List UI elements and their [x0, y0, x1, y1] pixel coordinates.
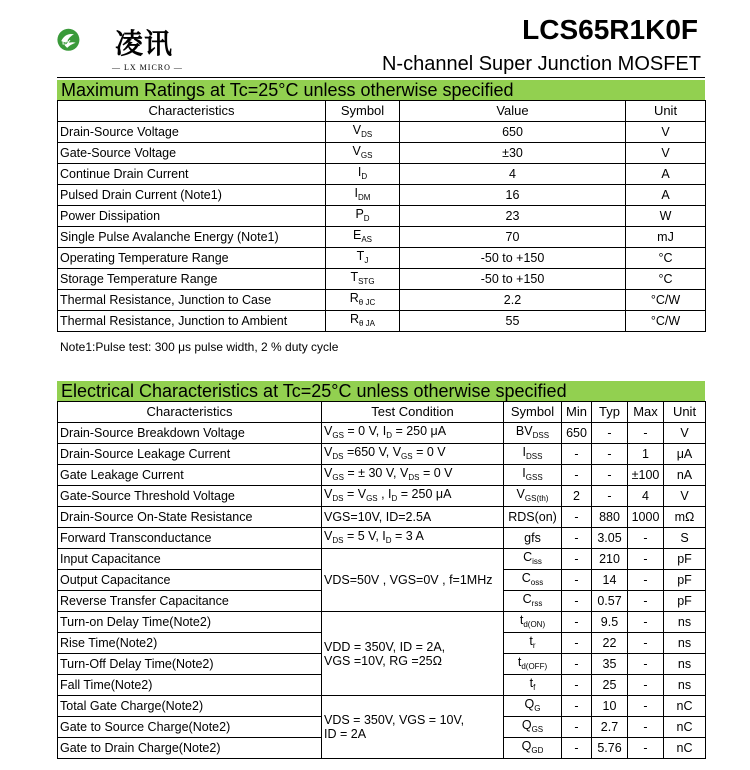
unit-cell: °C [626, 248, 706, 269]
svg-text:LX: LX [62, 39, 71, 47]
table-row [58, 311, 706, 332]
characteristic-cell: Storage Temperature Range [58, 269, 326, 290]
typ-cell: 880 [592, 507, 628, 528]
symbol-cell: $t_{d(ON)}$ [504, 612, 562, 633]
unit-cell: °C [626, 269, 706, 290]
symbol-cell: $t_{d(OFF)}$ [504, 654, 562, 675]
unit-cell: nA [664, 465, 706, 486]
max-cell: 1 [628, 444, 664, 465]
unit-cell: S [664, 528, 706, 549]
value-cell: 2.2 [400, 290, 626, 311]
table-row [58, 290, 706, 311]
symbol-cell: $BV_{DSS}$ [504, 423, 562, 444]
value-cell: 23 [400, 206, 626, 227]
typ-cell: 25 [592, 675, 628, 696]
characteristic-cell: Gate to Source Charge(Note2) [58, 717, 322, 738]
column-header: Characteristics [58, 101, 326, 122]
unit-cell: °C/W [626, 290, 706, 311]
symbol-cell: $E_{AS}$ [326, 227, 400, 248]
min-cell: - [562, 675, 592, 696]
table-row [58, 248, 706, 269]
test-condition-cell: $V_{DS} = V_{GS}$ , $I_D = 250$ μA [322, 486, 504, 507]
table-row [58, 486, 706, 507]
characteristic-cell: Thermal Resistance, Junction to Case [58, 290, 326, 311]
characteristic-cell: Pulsed Drain Current (Note1) [58, 185, 326, 206]
characteristic-cell: Drain-Source Breakdown Voltage [58, 423, 322, 444]
typ-cell: 35 [592, 654, 628, 675]
table-row [58, 206, 706, 227]
max-cell: ±100 [628, 465, 664, 486]
characteristic-cell: Thermal Resistance, Junction to Ambient [58, 311, 326, 332]
max-cell: - [628, 591, 664, 612]
value-cell: ±30 [400, 143, 626, 164]
typ-cell: 3.05 [592, 528, 628, 549]
column-header: Test Condition [322, 402, 504, 423]
typ-cell: 10 [592, 696, 628, 717]
unit-cell: V [626, 143, 706, 164]
unit-cell: °C/W [626, 311, 706, 332]
characteristic-cell: Forward Transconductance [58, 528, 322, 549]
characteristic-cell: Drain-Source Leakage Current [58, 444, 322, 465]
symbol-cell: $T_J$ [326, 248, 400, 269]
unit-cell: nC [664, 738, 706, 759]
column-header: Characteristics [58, 402, 322, 423]
typ-cell: 5.76 [592, 738, 628, 759]
min-cell: - [562, 465, 592, 486]
max-cell: - [628, 423, 664, 444]
unit-cell: ns [664, 633, 706, 654]
table-row [58, 507, 706, 528]
symbol-cell: $C_{rss}$ [504, 591, 562, 612]
symbol-cell: $Q_{GS}$ [504, 717, 562, 738]
test-condition-cell: VDD = 350V, ID = 2A, VGS =10V, RG =25Ω [322, 612, 504, 696]
unit-cell: V [664, 423, 706, 444]
table-row [58, 269, 706, 290]
unit-cell: ns [664, 654, 706, 675]
characteristic-cell: Total Gate Charge(Note2) [58, 696, 322, 717]
subtitle: N-channel Super Junction MOSFET [381, 53, 701, 75]
table-row [58, 185, 706, 206]
min-cell: - [562, 528, 592, 549]
column-header: Unit [626, 101, 706, 122]
symbol-cell: $C_{iss}$ [504, 549, 562, 570]
note-1: Note1:Pulse test: 300 μs pulse width, 2 % duty cycle [60, 340, 339, 354]
characteristic-cell: Turn-on Delay Time(Note2) [58, 612, 322, 633]
characteristic-cell: Turn-Off Delay Time(Note2) [58, 654, 322, 675]
symbol-cell: $C_{oss}$ [504, 570, 562, 591]
column-header: Typ [592, 402, 628, 423]
max-cell: - [628, 612, 664, 633]
value-cell: -50 to +150 [400, 269, 626, 290]
column-header: Symbol [504, 402, 562, 423]
column-header: Value [400, 101, 626, 122]
symbol-cell: $I_{DSS}$ [504, 444, 562, 465]
typ-cell: 2.7 [592, 717, 628, 738]
table-row [58, 612, 706, 633]
header-rule [57, 77, 705, 78]
unit-cell: pF [664, 549, 706, 570]
characteristic-cell: Continue Drain Current [58, 164, 326, 185]
typ-cell: - [592, 465, 628, 486]
brand-name-en: — LX MICRO — [112, 63, 183, 72]
max-ratings-table [57, 100, 706, 332]
electrical-title: Electrical Characteristics at Tc=25°C unless otherwise specified [57, 381, 705, 401]
table-row [58, 164, 706, 185]
symbol-cell: $I_D$ [326, 164, 400, 185]
unit-cell: nC [664, 696, 706, 717]
max-ratings-title: Maximum Ratings at Tc=25°C unless otherwise specified [57, 80, 705, 100]
unit-cell: pF [664, 591, 706, 612]
characteristic-cell: Drain-Source On-State Resistance [58, 507, 322, 528]
table-row [58, 549, 706, 570]
symbol-cell: $V_{DS}$ [326, 122, 400, 143]
min-cell: - [562, 654, 592, 675]
min-cell: 2 [562, 486, 592, 507]
test-condition-cell: $V_{GS}$ = ± 30 V, $V_{DS} = 0$ V [322, 465, 504, 486]
unit-cell: W [626, 206, 706, 227]
min-cell: - [562, 738, 592, 759]
symbol-cell: $I_{DM}$ [326, 185, 400, 206]
symbol-cell: $I_{GSS}$ [504, 465, 562, 486]
min-cell: - [562, 507, 592, 528]
symbol-cell: $R_{\theta JA}$ [326, 311, 400, 332]
symbol-cell: $t_f$ [504, 675, 562, 696]
table-row [58, 423, 706, 444]
value-cell: 55 [400, 311, 626, 332]
unit-cell: pF [664, 570, 706, 591]
characteristic-cell: Reverse Transfer Capacitance [58, 591, 322, 612]
electrical-table [57, 401, 706, 759]
characteristic-cell: Single Pulse Avalanche Energy (Note1) [58, 227, 326, 248]
max-cell: - [628, 528, 664, 549]
unit-cell: A [626, 185, 706, 206]
max-cell: - [628, 717, 664, 738]
test-condition-cell: VDS = 350V, VGS = 10V, ID = 2A [322, 696, 504, 759]
max-cell: - [628, 570, 664, 591]
unit-cell: ns [664, 675, 706, 696]
min-cell: 650 [562, 423, 592, 444]
max-cell: - [628, 675, 664, 696]
test-condition-cell: $V_{GS} = 0$ V, $I_D = 250$ μA [322, 423, 504, 444]
typ-cell: 0.57 [592, 591, 628, 612]
table-row [58, 465, 706, 486]
unit-cell: nC [664, 717, 706, 738]
typ-cell: 14 [592, 570, 628, 591]
column-header: Symbol [326, 101, 400, 122]
min-cell: - [562, 570, 592, 591]
typ-cell: 9.5 [592, 612, 628, 633]
symbol-cell: $t_r$ [504, 633, 562, 654]
max-cell: - [628, 633, 664, 654]
symbol-cell: $T_{STG}$ [326, 269, 400, 290]
unit-cell: A [626, 164, 706, 185]
min-cell: - [562, 633, 592, 654]
characteristic-cell: Gate-Source Threshold Voltage [58, 486, 322, 507]
min-cell: - [562, 717, 592, 738]
value-cell: -50 to +150 [400, 248, 626, 269]
characteristic-cell: Drain-Source Voltage [58, 122, 326, 143]
typ-cell: - [592, 444, 628, 465]
test-condition-cell: $V_{DS} = 5$ V, $I_D = 3$ A [322, 528, 504, 549]
max-cell: - [628, 549, 664, 570]
characteristic-cell: Input Capacitance [58, 549, 322, 570]
table-row [58, 227, 706, 248]
characteristic-cell: Gate-Source Voltage [58, 143, 326, 164]
typ-cell: 22 [592, 633, 628, 654]
min-cell: - [562, 591, 592, 612]
max-cell: - [628, 654, 664, 675]
test-condition-cell: VGS=10V, ID=2.5A [322, 507, 504, 528]
column-header: Max [628, 402, 664, 423]
characteristic-cell: Power Dissipation [58, 206, 326, 227]
unit-cell: mΩ [664, 507, 706, 528]
table-row [58, 444, 706, 465]
max-cell: 4 [628, 486, 664, 507]
min-cell: - [562, 444, 592, 465]
min-cell: - [562, 696, 592, 717]
lx-micro-logo-icon [57, 14, 112, 69]
brand-name-cn: 凌讯 [115, 27, 174, 60]
characteristic-cell: Gate Leakage Current [58, 465, 322, 486]
max-cell: 1000 [628, 507, 664, 528]
value-cell: 4 [400, 164, 626, 185]
symbol-cell: gfs [504, 528, 562, 549]
unit-cell: V [626, 122, 706, 143]
typ-cell: - [592, 486, 628, 507]
characteristic-cell: Operating Temperature Range [58, 248, 326, 269]
column-header: Min [562, 402, 592, 423]
part-number: LCS65R1K0F [522, 14, 698, 45]
typ-cell: 210 [592, 549, 628, 570]
symbol-cell: $Q_G$ [504, 696, 562, 717]
table-row [58, 122, 706, 143]
value-cell: 16 [400, 185, 626, 206]
table-row [58, 696, 706, 717]
symbol-cell: RDS(on) [504, 507, 562, 528]
value-cell: 650 [400, 122, 626, 143]
table-row [58, 143, 706, 164]
symbol-cell: $Q_{GD}$ [504, 738, 562, 759]
test-condition-cell: VDS=50V , VGS=0V , f=1MHz [322, 549, 504, 612]
symbol-cell: $R_{\theta JC}$ [326, 290, 400, 311]
min-cell: - [562, 549, 592, 570]
column-header: Unit [664, 402, 706, 423]
min-cell: - [562, 612, 592, 633]
test-condition-cell: $V_{DS} =650$ V, $V_{GS} = 0$ V [322, 444, 504, 465]
unit-cell: V [664, 486, 706, 507]
symbol-cell: $P_D$ [326, 206, 400, 227]
symbol-cell: $V_{GS}$ [326, 143, 400, 164]
characteristic-cell: Rise Time(Note2) [58, 633, 322, 654]
max-cell: - [628, 696, 664, 717]
unit-cell: μA [664, 444, 706, 465]
unit-cell: ns [664, 612, 706, 633]
value-cell: 70 [400, 227, 626, 248]
characteristic-cell: Gate to Drain Charge(Note2) [58, 738, 322, 759]
symbol-cell: $V_{GS(th)}$ [504, 486, 562, 507]
table-row [58, 528, 706, 549]
characteristic-cell: Output Capacitance [58, 570, 322, 591]
unit-cell: mJ [626, 227, 706, 248]
max-cell: - [628, 738, 664, 759]
typ-cell: - [592, 423, 628, 444]
characteristic-cell: Fall Time(Note2) [58, 675, 322, 696]
